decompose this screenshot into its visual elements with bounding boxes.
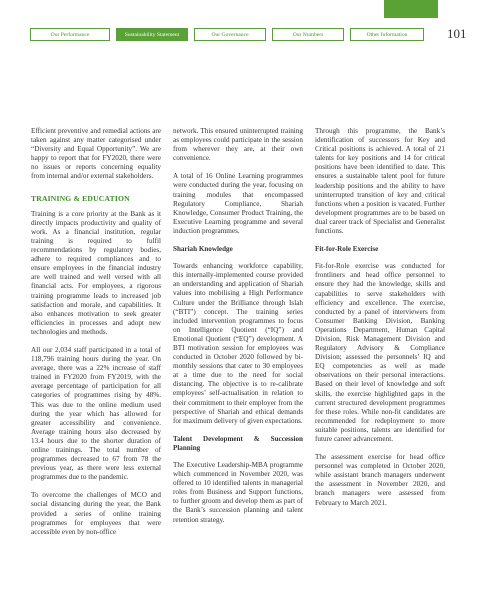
paragraph: All our 2,034 staff participated in a total of 118,796 training hours during the year. On average, there was a 22% increase of staff trained in FY2020 from FY2019, with the average percentage of participation for all categories of programmes rising by 48%. This was due to the online medium used during the year which has allowed for greater accessibility and convenience. Average training hours also decreased by 13.4 hours due to the shorter duration of online trainings. The total number of programmes decreased to 67 from 78 the previous year, as there were less external programmes due to the pandemic. <box>31 345 161 482</box>
text-column-3 <box>315 127 445 517</box>
text-column-1 <box>31 127 161 546</box>
tab-other-information[interactable]: Other Information <box>350 28 424 41</box>
paragraph: network. This ensured uninterrupted training as employees could participate in the session from wherever they are, at their own convenience. <box>173 127 303 163</box>
page-header <box>0 0 480 46</box>
paragraph: Through this programme, the Bank’s identification of successors for Key and Critical positions is achieved. A total of 21 talents for key positions and 14 for critical positions have been identified to date. This ensures a sustainable talent pool for future leadership positions and the ability to have uninterrupted transition of key and critical functions when a position is vacated. Further development programmes are to be based on dual career track of Specialist and Generalist functions. <box>315 127 445 236</box>
section-nav <box>30 28 430 41</box>
accent-tab-marker <box>384 0 438 18</box>
subheading: Fit-for-Role Exercise <box>315 245 379 254</box>
paragraph: Towards enhancing workforce capability, this internally-implemented course provided an understanding and application of Shariah values into mobilising a High Performance Culture under the Brilliance through Islah (“BTI”) concept. The training series included intervention programmes to focus on Intelligence Quotient (“IQ”) and Emotional Quotient (“EQ”) development. A BTI motivation session for employees was conducted in October 2020 followed by bi-monthly sessions that cater to 30 employees at a time due to the need for social distancing. The objective is to re-calibrate employees’ self-actualisation in relation to their commitment to their employer from the perspective of Shariah and ethical demands for maximum delivery of given expectations. <box>173 262 303 425</box>
subheading: Shariah Knowledge <box>173 245 233 254</box>
page-number: 101 <box>447 26 467 41</box>
paragraph: To overcome the challenges of MCO and social distancing during the year, the Bank provided a series of online training programmes for employees that were accessible even by non-office <box>31 491 161 536</box>
paragraph: Training is a core priority at the Bank as it directly impacts productivity and quality of work. As a financial institution, regular training is required to fulfil recommendations by regulatory bodies, adhere to required compliances and to ensure employees in the financial industry are well trained and well versed with all financial acts. For employees, a rigorous training programme leads to increased job satisfaction and morale, and capabilities. It also enhances motivation to seek greater efficiencies in processes and adopt new technologies and methods. <box>31 209 161 336</box>
paragraph: A total of 16 Online Learning programmes were conducted during the year, focusing on training modules that encompassed Regulatory Compliance, Shariah Knowledge, Consumer Product Training, the Executive Learning programme and several induction programmes. <box>173 172 303 235</box>
paragraph: The Executive Leadership-MBA programme which commenced in November 2020, was offered to 10 identified talents in managerial roles from Business and Support functions, to further groom and develop them as part of the Bank’s succession planning and talent retention strategy. <box>173 461 303 524</box>
paragraph: Efficient preventive and remedial actions are taken against any matter categorised under “Diversity and Equal Opportunity”. We are happy to report that for FY2020, there were no issues or reports concerning equality from internal and/or external stakeholders. <box>31 127 161 181</box>
subheading: Talent Development & Succession Planning <box>173 434 303 452</box>
text-column-2 <box>173 127 303 534</box>
tab-our-performance[interactable]: Our Performance <box>30 28 110 41</box>
tab-our-governance[interactable]: Our Governance <box>194 28 266 41</box>
paragraph: The assessment exercise for head office personnel was completed in October 2020, while assistant branch managers underwent the assessment in November 2020, and branch managers were assessed from February to March 2021. <box>315 453 445 507</box>
tab-our-numbers[interactable]: Our Numbers <box>272 28 344 41</box>
tab-sustainability-statement[interactable]: Sustainability Statement <box>116 28 188 41</box>
section-heading: TRAINING & EDUCATION <box>31 193 130 203</box>
paragraph: Fit-for-Role exercise was conducted for frontliners and head office personnel to ensure they had the knowledge, skills and capabilities to serve stakeholders with efficiency and excellence. The exercise, conducted by a panel of interviewers from Consumer Banking Division, Banking Operations Department, Human Capital Division, Risk Management Division and Regulatory Advisory & Compliance Division; assessed the personnels’ IQ and EQ competencies as well as made observations on their personal interactions. Based on their level of knowledge and soft skills, the exercise highlighted gaps in the current structured development programmes for these roles. While non-fit candidates are recommended for redeployment to more suitable positions, talents are identified for future career advancement. <box>315 262 445 443</box>
